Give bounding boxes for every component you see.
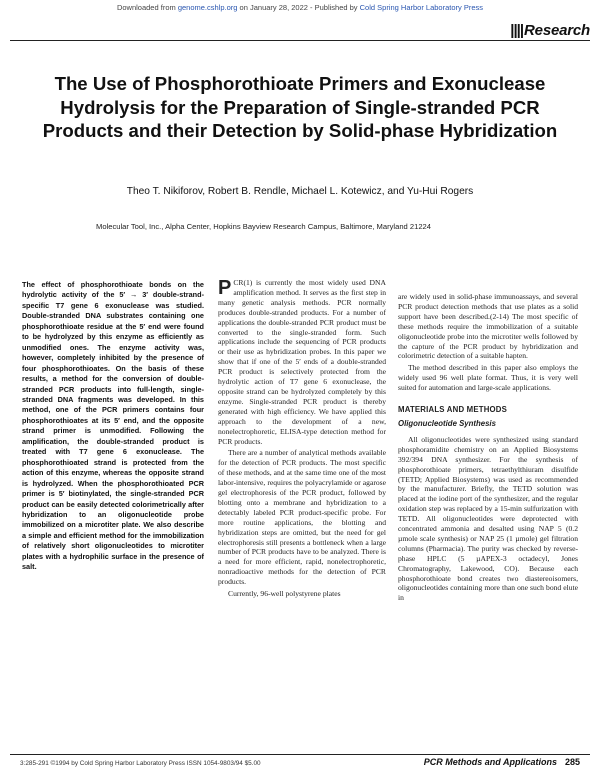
intro-paragraph-3: Currently, 96-well polystyrene plates [228,589,341,599]
intro-paragraph-2: There are a number of analytical methods available for the detection of PCR products. The most specific of these methods, and at the same time one of the most labor-intensive, requires the polyacrylamide or agarose gel electrophoresis of the PCR product, followed by blotting onto a membrane and hybridization to a detectably labeled PCR product-specific probe. For more routine applications, the blotting and hybridization steps are omitted, but the need for gel electrophoresis still presents a bottleneck when a large number of PCR products have to be analyzed. There is a need for more efficient, rapid, nonelectrophoretic, nonradioactive methods for the detection of PCR products. [218,448,386,587]
page-footer [20,757,580,767]
footer-journal-block [424,757,580,767]
site-link[interactable]: genome.cshlp.org [177,3,238,12]
intro-paragraph-4: are widely used in solid-phase immunoassays, and several PCR product detection methods that use plates as a solid support have been described.(2-14) The most specific of these methods require the immobilization of a suitable oligonucleotide probe into the microtiter wells followed by the capture of the PCR product by hybridization and colorimetric detection of a suitable hapten. [398,292,578,361]
methods-subheading: Oligonucleotide Synthesis [398,418,496,428]
affiliation: Molecular Tool, Inc., Alpha Center, Hopkins Bayview Research Campus, Baltimore, Maryland 21224 [96,222,431,231]
authors: Theo T. Nikiforov, Robert B. Rendle, Michael L. Kotewicz, and Yu-Hui Rogers [126,186,474,197]
right-column [398,292,578,605]
intro-column [218,278,386,601]
intro-paragraph-1 [218,278,386,446]
download-notice [0,3,600,12]
paper-title: The Use of Phosphorothioate Primers and Exonuclease Hydrolysis for the Preparation of Single-stranded PCR Products and their Detection by Solid-phase Hybridization [42,73,558,141]
header-rule [10,40,590,41]
methods-heading: MATERIALS AND METHODS [398,405,508,415]
page-number: 285 [564,757,580,767]
abstract: The effect of phosphorothioate bonds on the hydrolytic activity of the 5′ → 3′ double-strand-specific T7 gene 6 exonuclease was studied. Double-stranded DNA substrates containing one phosphorothioate residue at the 5′ end were found to be hydrolyzed by this enzyme as efficiently as unmodified ones. The enzyme activity was, however, completely inhibited by the presence of four phosphorothioates. On the basis of these results, a method for the conversion of double-stranded PCR products into full-length, single-stranded DNA fragments was developed. In this method, one of the PCR primers contains four phosphorothioates at its 5′ end, and the opposite strand primer is unmodified. Following the amplification, the double-stranded product is treated with T7 gene 6 exonuclease. The phosphorothioated strand is protected from the action of this enzyme, whereas the opposite strand is hydrolyzed. When the phosphorothioated PCR primer is 5′ biotinylated, the single-stranded PCR product can be easily detected colorimetrically after hybridization to an oligonucleotide probe immobilized on a microtiter plate. We also describe a simple and efficient method for the immobilization of relatively short oligonucleotides to microtiter plates with a hydrophilic surface in the presence of salt. [22,280,204,572]
download-prefix: Downloaded from [116,3,176,12]
footer-journal: PCR Methods and Applications [423,757,557,767]
drop-cap: P [218,277,232,299]
footer-citation: 3:285-291 ©1994 by Cold Spring Harbor Laboratory Press ISSN 1054-9803/94 $5.00 [20,760,261,767]
section-bars-icon: |||| [510,22,524,39]
publisher-link[interactable]: Cold Spring Harbor Laboratory Press [359,3,484,12]
methods-paragraph-1: All oligonucleotides were synthesized using standard phosphoramidite chemistry on an Applied Biosystems 392/394 DNA synthesizer. For the synthesis of phosphorothioate primers, tetraethylthiuram disulfide (TETD; Applied Biosystems) was used as recommended by the manufacturer. Briefly, the TETD solution was placed at the iodine port of the synthesizer, and the regular oxidation step was replaced by a 15-min sulfurization with TETD. All oligonucleotides were deprotected with concentrated ammonia and desalted using NAP 5 (0.2 µmole scale synthesis) or NAP 25 (1 µmole) gel filtration columns (Pharmacia). The purity was checked by reverse-phase HPLC (5 µAPEX-3 octadecyl, Jones Chromatography, Lakewood, CO). Because each phosphorothioate bond creates two diastereoisomers, oligonucleotides containing more than one such bond elute in [398,434,578,603]
footer-rule [10,754,590,755]
section-label [510,22,590,39]
section-label-text: Research [524,22,590,39]
intro-paragraph-5: The method described in this paper also employs the widely used 96 well plate format. Thus, it is very well suited for automation and large-scale applications. [398,363,578,393]
download-middle: on January 28, 2022 - Published by [239,3,358,12]
intro-paragraph-1-text: CR(1) is currently the most widely used DNA amplification method. It serves as the first step in many genetic analysis methods. PCR normally produces double-stranded products. For a number of applications the double-stranded PCR product must be converted to the single-stranded form. Such applications include the sequencing of PCR products or their use as hybridization probes. In this paper we show that if one of the 5′ ends of a double-stranded PCR product is selectively protected from the hydrolytic action of T7 gene 6 exonuclease, the opposite strand can be hydrolyzed completely by this enzyme. Single-stranded PCR product is thereby generated with high efficiency. We have applied this approach to the development of a new, nonelectrophoretic, ELISA-type detection method for PCR products. [218,278,386,446]
